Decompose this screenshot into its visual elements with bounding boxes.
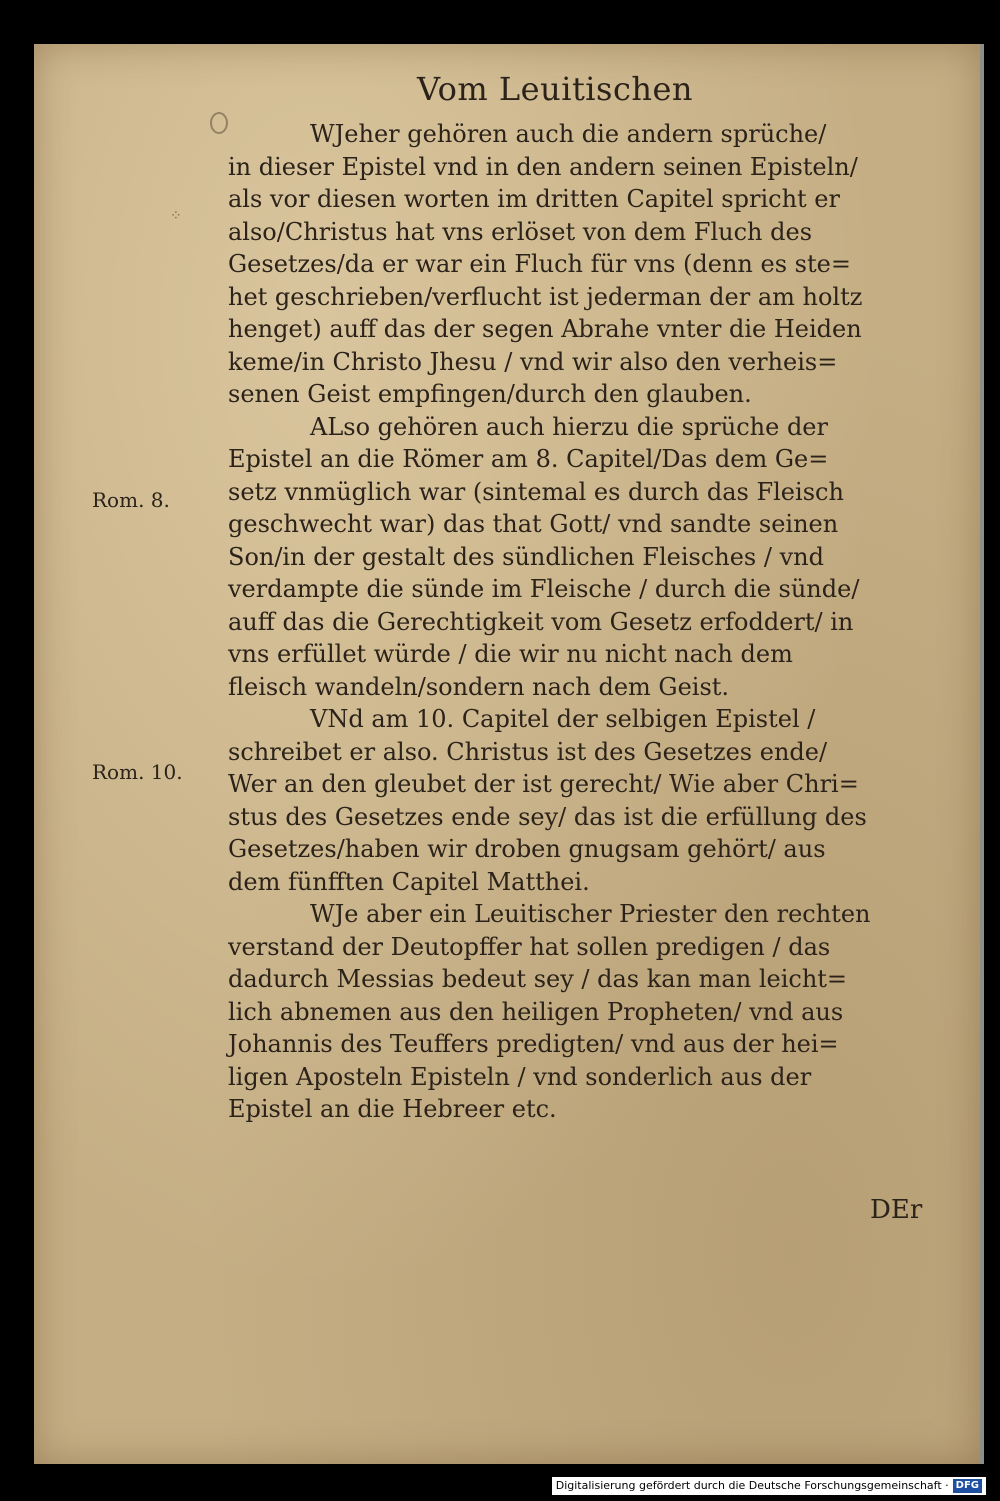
text-line: WJe aber ein Leuitischer Priester den rechten <box>310 900 871 928</box>
text-line: dadurch Messias bedeut sey / das kan man leicht= <box>228 965 848 993</box>
marginal-note-rom-8: Rom. 8. <box>92 488 170 512</box>
text-line: ligen Aposteln Episteln / vnd sonderlich aus der <box>228 1062 812 1091</box>
text-line: senen Geist empfingen/durch den glauben. <box>228 380 752 408</box>
text-line: dem fünfften Capitel Matthei. <box>228 867 590 896</box>
running-head: Vom Leuitischen <box>416 70 694 108</box>
footer-bar <box>552 1477 986 1495</box>
text-line: Gesetzes/da er war ein Fluch für vns (denn es ste= <box>228 250 851 278</box>
text-line: het geschrieben/verflucht ist jederman der am holtz <box>228 282 863 311</box>
text-line: lich abnemen aus den heiligen Propheten/ vnd aus <box>228 997 844 1026</box>
page-edge <box>980 44 984 1464</box>
text-line: fleisch wandeln/sondern nach dem Geist. <box>228 672 730 701</box>
marginal-note-rom-10: Rom. 10. <box>92 760 183 784</box>
dfg-logo-icon: DFG <box>953 1479 982 1493</box>
text-line: Epistel an die Hebreer etc. <box>228 1095 557 1123</box>
text-line: verdampte die sünde im Fleische / durch die sünde/ <box>228 575 860 603</box>
text-line: henget) auff das der segen Abrahe vnter die Heiden <box>228 315 862 343</box>
text-line: auff das die Gerechtigkeit vom Gesetz erfoddert/ in <box>228 607 854 636</box>
text-line: stus des Gesetzes ende sey/ das ist die erfüllung des <box>228 802 867 831</box>
text-line: Johannis des Teuffers predigten/ vnd aus der hei= <box>228 1030 839 1058</box>
text-line: Epistel an die Römer am 8. Capitel/Das dem Ge= <box>228 445 829 473</box>
text-line: ALso gehören auch hierzu die sprüche der <box>310 412 828 441</box>
text-line: VNd am 10. Capitel der selbigen Epistel / <box>310 705 816 733</box>
text-line: geschwecht war) das that Gott/ vnd sandte seinen <box>228 510 839 538</box>
text-line: als vor diesen worten im dritten Capitel spricht er <box>228 185 840 213</box>
text-line: keme/in Christo Jhesu / vnd wir also den verheis= <box>228 347 838 376</box>
text-line: schreibet er also. Christus ist des Gesetzes ende/ <box>228 737 828 766</box>
text-line: in dieser Epistel vnd in den andern seinen Episteln/ <box>228 152 858 181</box>
text-line: Son/in der gestalt des sündlichen Fleisches / vnd <box>228 542 824 571</box>
body-text <box>228 118 928 1126</box>
catchword: DEr <box>870 1195 923 1225</box>
text-line: verstand der Deutopffer hat sollen predigen / das <box>228 932 831 961</box>
text-line: WJeher gehören auch die andern sprüche/ <box>310 120 827 148</box>
text-line: Gesetzes/haben wir droben gnugsam gehört/ aus <box>228 835 826 863</box>
text-line: setz vnmüglich war (sintemal es durch das Fleisch <box>228 477 844 506</box>
text-line: also/Christus hat vns erlöset von dem Fluch des <box>228 217 813 246</box>
text-line: vns erfüllet würde / die wir nu nicht nach dem <box>228 640 793 668</box>
footer-credit: Digitalisierung gefördert durch die Deutsche Forschungsgemeinschaft · <box>555 1479 949 1492</box>
ink-speck: ⁘ <box>170 208 182 224</box>
text-line: Wer an den gleubet der ist gerecht/ Wie aber Chri= <box>228 770 859 798</box>
stain-mark <box>210 112 228 134</box>
